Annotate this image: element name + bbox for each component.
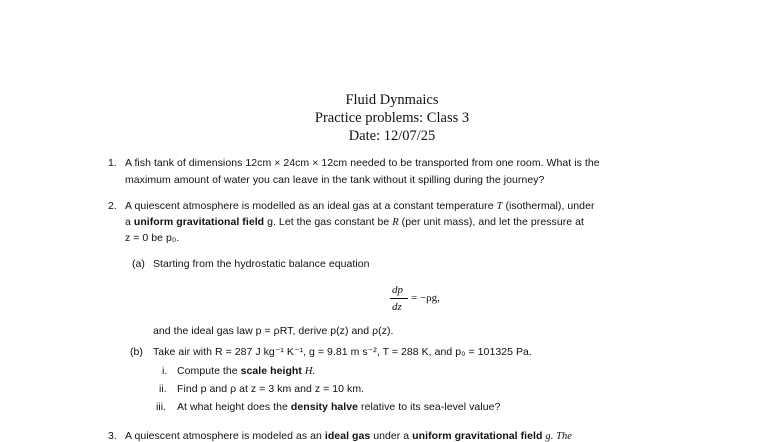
- part-b-line-1: Take air with R = 287 J kg⁻¹ K⁻¹, g = 9.81 m s⁻², T = 288 K, and p₀ = 101325 Pa.: [153, 346, 532, 358]
- equation-numerator: dp: [392, 284, 403, 296]
- document-date: Date: 12/07/25: [348, 128, 436, 144]
- part-a-label: (a): [132, 258, 145, 270]
- sub-item-ii-label: ii.: [159, 383, 167, 395]
- part-a-line-1: Starting from the hydrostatic balance equation: [153, 258, 370, 270]
- sub-item-i-label: i.: [162, 365, 168, 377]
- equation-rhs: = −ρg,: [411, 292, 440, 304]
- problem-3-number: 3.: [108, 430, 117, 442]
- problem-2-line-1: A quiescent atmosphere is modelled as an ideal gas at a constant temperature T (isothermal), under: [125, 200, 595, 212]
- problem-3-line-1: A quiescent atmosphere is modeled as an ideal gas under a uniform gravitational field g. The: [125, 430, 572, 442]
- equation-fraction-bar: [390, 298, 408, 299]
- problem-1-line-1: A fish tank of dimensions 12cm × 24cm × 12cm needed to be transported from one room. What is the: [125, 157, 600, 169]
- sub-item-iii-text: At what height does the density halve relative to its sea-level value?: [177, 401, 501, 413]
- problem-2-number: 2.: [108, 200, 117, 212]
- part-b-label: (b): [130, 346, 143, 358]
- sub-item-iii-label: iii.: [156, 401, 167, 413]
- problem-2-line-3: z = 0 be p₀.: [125, 232, 180, 244]
- problem-1-number: 1.: [108, 157, 117, 169]
- problem-1-line-2: maximum amount of water you can leave in the tank without it spilling during the journey?: [125, 174, 545, 186]
- problem-2-line-2: a uniform gravitational field g. Let the gas constant be R (per unit mass), and let the pressure at: [125, 216, 584, 228]
- sub-item-ii-text: Find p and ρ at z = 3 km and z = 10 km.: [177, 383, 365, 395]
- sub-item-i-text: Compute the scale height H.: [177, 365, 316, 377]
- equation-denominator: dz: [392, 301, 402, 313]
- part-a-line-2: and the ideal gas law p = ρRT, derive p(z) and ρ(z).: [153, 325, 394, 337]
- document-title: Fluid Dynmaics: [345, 92, 439, 108]
- document-subtitle: Practice problems: Class 3: [314, 110, 470, 126]
